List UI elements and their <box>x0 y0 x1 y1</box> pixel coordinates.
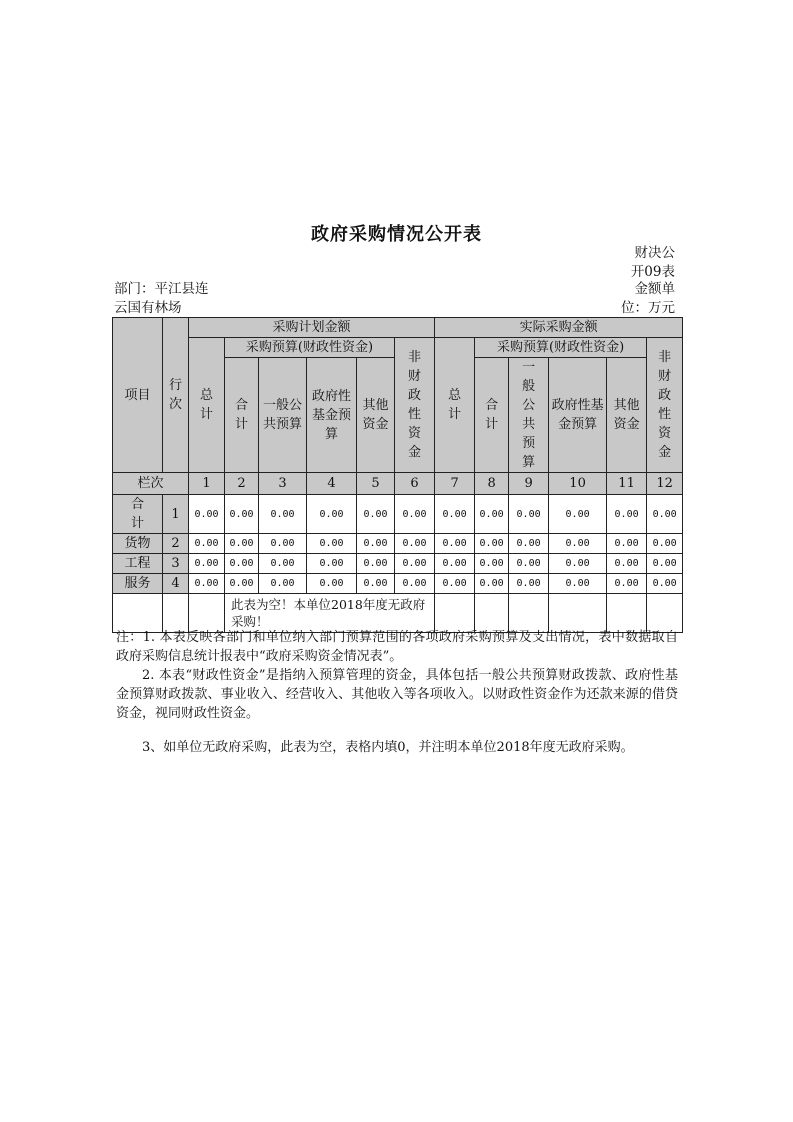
cell-value: 0.00 <box>475 574 509 594</box>
row-no: 2 <box>163 534 189 554</box>
column-index: 1 <box>189 473 225 495</box>
header-plan-budget: 采购预算(财政性资金) <box>225 338 395 358</box>
column-index-label: 栏次 <box>113 473 189 495</box>
header-actual-nonfiscal: 非财政性资金 <box>647 338 683 473</box>
form-code-line1: 财决公 <box>634 245 675 261</box>
cell-value: 0.00 <box>225 554 259 574</box>
footnote-1: 注：1. 本表反映各部门和单位纳入部门预算范围的各项政府采购预算及支出情况，表中数据取自政府采购信息统计报表中“政府采购资金情况表”。 <box>116 630 678 664</box>
header-plan-total: 总计 <box>189 338 225 473</box>
cell-value: 0.00 <box>357 495 395 534</box>
department-line2: 云国有林场 <box>114 300 182 316</box>
row-name: 服务 <box>113 574 163 594</box>
cell-value: 0.00 <box>509 554 549 574</box>
header-plan-group: 采购计划金额 <box>189 318 435 338</box>
empty-note-row <box>113 594 683 633</box>
blank-cell <box>163 594 189 633</box>
cell-value: 0.00 <box>549 495 607 534</box>
cell-value: 0.00 <box>647 554 683 574</box>
column-index: 9 <box>509 473 549 495</box>
amount-unit <box>621 280 675 318</box>
cell-value: 0.00 <box>607 574 647 594</box>
cell-value: 0.00 <box>549 554 607 574</box>
header-plan-general: 一般公共预算 <box>259 358 307 473</box>
header-plan-sum: 合计 <box>225 358 259 473</box>
header-row-no: 行次 <box>163 318 189 473</box>
cell-value: 0.00 <box>225 574 259 594</box>
cell-value: 0.00 <box>225 495 259 534</box>
header-actual-sum: 合计 <box>475 358 509 473</box>
footnotes <box>116 628 678 757</box>
cell-value: 0.00 <box>549 534 607 554</box>
cell-value: 0.00 <box>189 495 225 534</box>
column-index-row <box>113 473 683 495</box>
cell-value: 0.00 <box>259 534 307 554</box>
cell-value: 0.00 <box>475 534 509 554</box>
footnote-2: 2. 本表“财政性资金”是指纳入预算管理的资金，具体包括一般公共预算财政拨款、政府性基金预算财政拨款、事业收入、经营收入、其他收入等各项收入。以财政性资金作为还款来源的借贷资金，视同财政性资金。 <box>116 668 678 721</box>
empty-note: 此表为空！本单位2018年度无政府采购！ <box>225 594 435 633</box>
footnote-3: 3、如单位无政府采购，此表为空，表格内填0，并注明本单位2018年度无政府采购。 <box>142 740 634 755</box>
table-row <box>113 574 683 594</box>
cell-value: 0.00 <box>357 554 395 574</box>
cell-value: 0.00 <box>189 554 225 574</box>
cell-value: 0.00 <box>435 534 475 554</box>
page-title: 政府采购情况公开表 <box>311 224 482 245</box>
cell-value: 0.00 <box>307 495 357 534</box>
column-index: 8 <box>475 473 509 495</box>
procurement-table <box>112 317 683 633</box>
cell-value: 0.00 <box>509 574 549 594</box>
table-row <box>113 534 683 554</box>
column-index: 6 <box>395 473 435 495</box>
blank-cell <box>549 594 607 633</box>
table-row <box>113 495 683 534</box>
cell-value: 0.00 <box>435 554 475 574</box>
form-code-line2: 开09表 <box>630 264 675 280</box>
header-actual-fund: 政府性基金预算 <box>549 358 607 473</box>
cell-value: 0.00 <box>607 534 647 554</box>
column-index: 3 <box>259 473 307 495</box>
blank-cell <box>647 594 683 633</box>
form-code <box>631 244 675 282</box>
cell-value: 0.00 <box>307 554 357 574</box>
cell-value: 0.00 <box>435 574 475 594</box>
header-actual-group: 实际采购金额 <box>435 318 683 338</box>
column-index: 5 <box>357 473 395 495</box>
row-no: 3 <box>163 554 189 574</box>
cell-value: 0.00 <box>395 554 435 574</box>
cell-value: 0.00 <box>225 534 259 554</box>
column-index: 11 <box>607 473 647 495</box>
cell-value: 0.00 <box>395 495 435 534</box>
row-name: 合计 <box>113 495 163 534</box>
header-plan-other: 其他资金 <box>357 358 395 473</box>
cell-value: 0.00 <box>357 574 395 594</box>
department-label <box>114 280 209 318</box>
blank-cell <box>435 594 475 633</box>
column-index: 7 <box>435 473 475 495</box>
header-plan-nonfiscal: 非财政性资金 <box>395 338 435 473</box>
blank-cell <box>475 594 509 633</box>
cell-value: 0.00 <box>259 495 307 534</box>
row-name: 货物 <box>113 534 163 554</box>
cell-value: 0.00 <box>357 534 395 554</box>
department-line1: 部门：平江县连 <box>114 281 209 297</box>
cell-value: 0.00 <box>647 574 683 594</box>
amount-unit-line1: 金额单 <box>634 281 675 297</box>
cell-value: 0.00 <box>475 554 509 574</box>
header-actual-general: 一般公共预算 <box>509 358 549 473</box>
cell-value: 0.00 <box>647 495 683 534</box>
cell-value: 0.00 <box>435 495 475 534</box>
cell-value: 0.00 <box>475 495 509 534</box>
cell-value: 0.00 <box>549 574 607 594</box>
column-index: 10 <box>549 473 607 495</box>
amount-unit-line2: 位：万元 <box>621 300 675 316</box>
row-no: 1 <box>163 495 189 534</box>
row-no: 4 <box>163 574 189 594</box>
cell-value: 0.00 <box>189 534 225 554</box>
blank-cell <box>509 594 549 633</box>
cell-value: 0.00 <box>395 534 435 554</box>
blank-cell <box>113 594 163 633</box>
table-row <box>113 554 683 574</box>
cell-value: 0.00 <box>607 554 647 574</box>
column-index: 12 <box>647 473 683 495</box>
cell-value: 0.00 <box>509 495 549 534</box>
header-actual-budget: 采购预算(财政性资金) <box>475 338 647 358</box>
cell-value: 0.00 <box>607 495 647 534</box>
header-actual-other: 其他资金 <box>607 358 647 473</box>
cell-value: 0.00 <box>259 554 307 574</box>
cell-value: 0.00 <box>509 534 549 554</box>
cell-value: 0.00 <box>189 574 225 594</box>
cell-value: 0.00 <box>307 574 357 594</box>
header-actual-total: 总计 <box>435 338 475 473</box>
blank-cell <box>189 594 225 633</box>
cell-value: 0.00 <box>307 534 357 554</box>
cell-value: 0.00 <box>259 574 307 594</box>
blank-cell <box>607 594 647 633</box>
column-index: 2 <box>225 473 259 495</box>
column-index: 4 <box>307 473 357 495</box>
header-plan-fund: 政府性基金预算 <box>307 358 357 473</box>
row-name: 工程 <box>113 554 163 574</box>
cell-value: 0.00 <box>395 574 435 594</box>
header-item: 项目 <box>113 318 163 473</box>
cell-value: 0.00 <box>647 534 683 554</box>
